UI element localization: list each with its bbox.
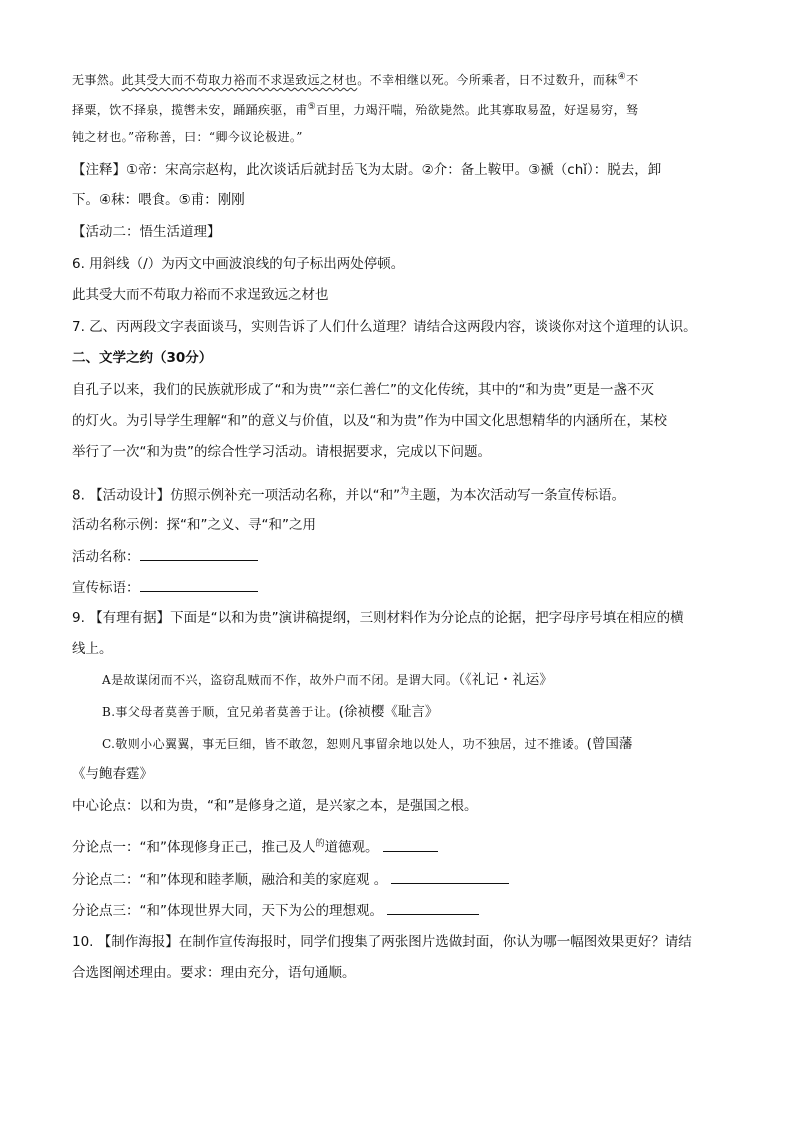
sub-point-1	[72, 834, 438, 858]
inserted-char: 为	[400, 487, 410, 497]
activity-name-label: 活动名称：	[72, 549, 140, 565]
material-b	[102, 702, 438, 722]
sub-point-3	[72, 900, 479, 921]
sub-point-text: 分论点三：“和”体现世界大同，天下为公的理想观。	[72, 903, 383, 919]
sub-point-3-answer-blank[interactable]	[387, 900, 479, 915]
passage-line-1	[72, 67, 639, 90]
material-c-text: C.敬则小心翼翼，事无巨细，皆不敢忽，恕则凡事留余地以处人，功不独居，过不推诿。	[102, 737, 587, 751]
slogan-answer-blank[interactable]	[140, 577, 258, 592]
passage-text: 无事然。	[72, 73, 122, 87]
wavy-underlined-sentence: 此其受大而不苟取力裕而不求逞致远之材也	[121, 73, 358, 87]
passage-text: 择粟，饮不择泉，揽辔未安，踊踊疾驱，甫	[72, 103, 308, 117]
notes-line-1: 【注释】①帝：宋高宗赵构，此次谈话后就封岳飞为太尉。②介：备上鞍甲。③褫（chǐ）：脱去，卸	[72, 162, 662, 178]
sub-point-text: 分论点一：“和”体现修身正己，推己及人	[72, 839, 316, 856]
activity-name-example: 活动名称示例：探“和”之义、寻“和”之用	[72, 517, 316, 533]
footnote-marker: ④	[617, 72, 627, 82]
notes-line-2: 下。④秣：喂食。⑤甫：刚刚	[72, 192, 245, 208]
question-10-line-1: 10. 【制作海报】在制作宣传海报时，同学们搜集了两张图片选做封面，你认为哪一幅图效果更好？请结	[72, 934, 692, 950]
question-6: 6. 用斜线（/）为丙文中画波浪线的句子标出两处停顿。	[72, 256, 405, 272]
question-text: 8. 【活动设计】仿照示例补充一项活动名称，并以“和”	[72, 487, 401, 504]
sub-point-1-answer-blank[interactable]	[383, 837, 438, 852]
activity-heading: 【活动二：悟生活道理】	[72, 224, 221, 240]
section-heading: 二、文学之约（30分）	[72, 350, 213, 366]
slogan-label: 宣传标语：	[72, 580, 140, 596]
section-intro-3: 举行了一次“和为贵”的综合性学习活动。请根据要求，完成以下问题。	[72, 444, 491, 460]
passage-line-2	[72, 97, 638, 120]
section-intro-1: 自孔子以来，我们的民族就形成了“和为贵”“亲仁善仁”的文化传统，其中的“和为贵”更是一盏不灭	[72, 382, 654, 398]
material-a-source: （《礼记・礼运》	[458, 672, 553, 688]
question-9-line-1: 9. 【有理有据】下面是“以和为贵”演讲稿提纲，三则材料作为分论点的论据，把字母序号填在相应的横	[72, 610, 684, 626]
question-9-line-2: 线上。	[72, 641, 113, 657]
material-c	[102, 734, 632, 754]
central-thesis: 中心论点：以和为贵，“和”是修身之道，是兴家之本，是强国之根。	[72, 798, 478, 814]
material-a-text: A是故谋闭而不兴，盗窃乱贼而不作，故外户而不闭。是谓大同。	[102, 673, 459, 687]
sub-point-2-answer-blank[interactable]	[391, 869, 509, 884]
sub-point-2	[72, 869, 509, 890]
inserted-char: 的	[315, 839, 325, 849]
sub-point-text: 分论点二：“和”体现和睦孝顺，融洽和美的家庭观 。	[72, 872, 388, 888]
passage-text: 。不幸相继以死。今所乘者，日不过数升，而秣	[357, 73, 618, 87]
material-a	[102, 670, 553, 690]
slogan-row	[72, 577, 258, 598]
section-intro-2: 的灯火。为引导学生理解“和”的意义与价值，以及“和为贵”作为中国文化思想精华的内涵所在，某校	[72, 413, 667, 429]
material-c-source-2: 《与鲍春霆》	[72, 766, 153, 782]
passage-text: 不	[626, 73, 639, 87]
sub-point-text: 道德观。	[324, 839, 379, 856]
material-b-text: B.事父母者莫善于顺，宜兄弟者莫善于让。	[102, 705, 339, 719]
material-b-source: (徐祯樱《耻言》	[338, 704, 439, 720]
activity-name-answer-blank[interactable]	[140, 546, 258, 561]
question-text: 主题，为本次活动写一条宣传标语。	[409, 487, 626, 504]
question-10-line-2: 合选图阐述理由。要求：理由充分，语句通顺。	[72, 965, 356, 981]
footnote-marker: ⑤	[307, 102, 317, 112]
passage-line-3: 钝之材也。”帝称善，曰：“卿今议论极进。”	[72, 130, 303, 144]
activity-name-row	[72, 546, 258, 567]
question-7: 7. 乙、丙两段文字表面谈马，实则告诉了人们什么道理？请结合这两段内容，谈谈你对这个道理的认识。	[72, 319, 697, 335]
question-6-sentence: 此其受大而不苟取力裕而不求逞致远之材也	[72, 287, 329, 303]
question-8	[72, 482, 625, 506]
material-c-source: (曾国藩	[586, 736, 633, 752]
passage-text: 百里，力竭汗喘，殆欲毙然。此其寡取易盈，好逞易穷，驽	[316, 103, 639, 117]
